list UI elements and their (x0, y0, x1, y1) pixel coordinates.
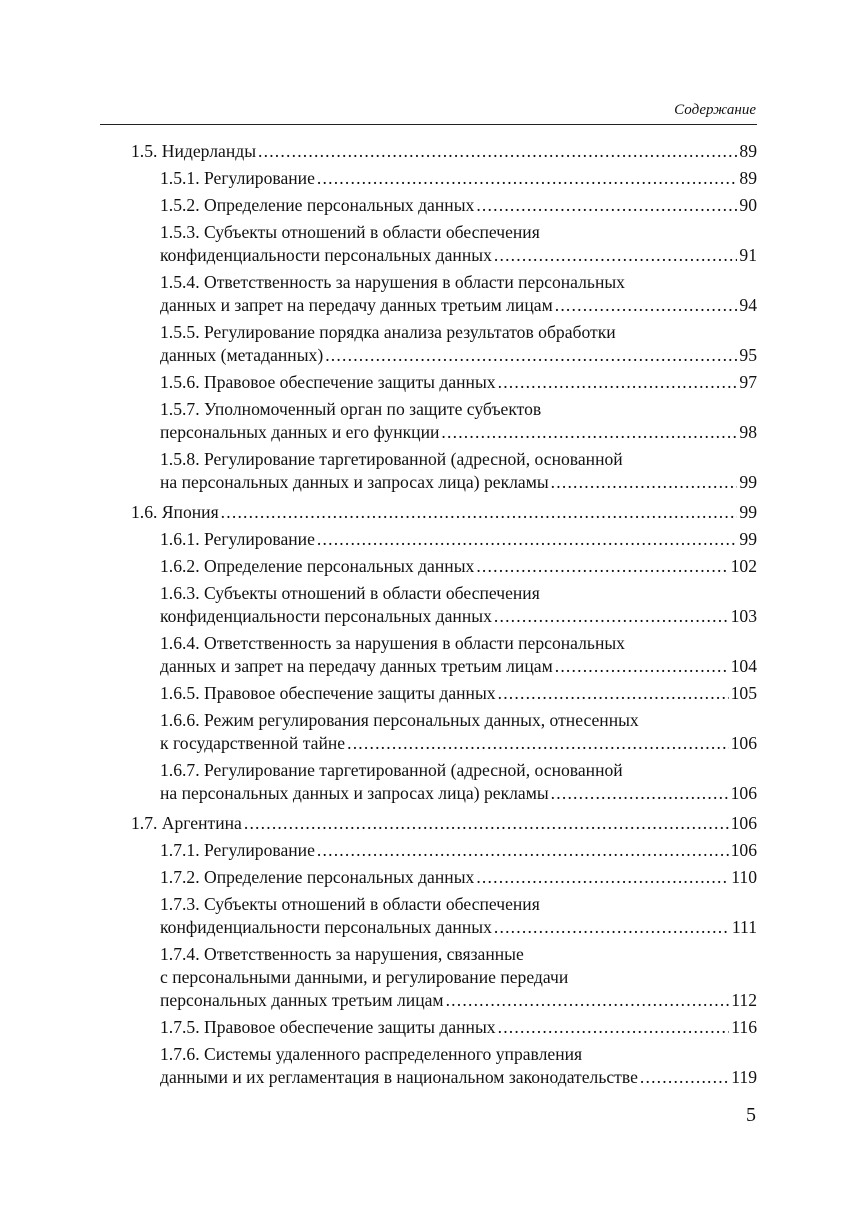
running-head: Содержание (674, 102, 756, 118)
toc-entry-text: к государственной тайне (160, 733, 346, 753)
toc-entry-text: 1.5.5. Регулирование порядка анализа результатов обработки (160, 322, 616, 342)
dot-leader (555, 655, 729, 678)
toc-entry-text: конфиденциальности персональных данных (160, 245, 492, 265)
toc-page-number: 91 (739, 245, 757, 265)
toc-entry-text: 1.6. Япония (131, 502, 219, 522)
toc-page-number: 99 (739, 472, 757, 492)
toc-section (131, 501, 757, 805)
dot-leader (317, 528, 738, 551)
toc-section (131, 140, 757, 494)
toc-entry-text: 1.6.3. Субъекты отношений в области обеспечения (160, 583, 540, 603)
dot-leader (476, 866, 729, 889)
toc-page-number: 90 (739, 195, 757, 215)
toc-subsection-entry[interactable] (131, 194, 757, 217)
toc-entry-text: 1.7.3. Субъекты отношений в области обеспечения (160, 894, 540, 914)
toc-section-heading[interactable] (131, 140, 757, 163)
dot-leader (347, 732, 729, 755)
dot-leader (325, 344, 737, 367)
toc-page-number: 104 (730, 656, 757, 676)
toc-entry-text: 1.5.8. Регулирование таргетированной (адресной, основанной (160, 449, 623, 469)
toc-entry-text: 1.7. Аргентина (131, 813, 242, 833)
toc-entry-text: 1.5.3. Субъекты отношений в области обеспечения (160, 222, 540, 242)
toc-section (131, 812, 757, 1089)
toc-entry-text: 1.6.6. Режим регулирования персональных данных, отнесенных (160, 710, 639, 730)
toc-subsection-entry[interactable] (131, 839, 757, 862)
toc-entry-line (160, 194, 757, 217)
dot-leader (476, 555, 728, 578)
toc-entry-text: данных и запрет на передачу данных третьим лицам (160, 656, 553, 676)
dot-leader (494, 605, 729, 628)
toc-page-number: 106 (730, 813, 757, 833)
toc-page-number: 106 (730, 783, 757, 803)
toc-page-number: 102 (730, 556, 757, 576)
toc-page-number: 99 (739, 502, 757, 522)
dot-leader (551, 782, 729, 805)
toc-entry-line (160, 866, 757, 889)
toc-entry-text: данными и их регламентация в национальном законодательстве (160, 1067, 638, 1087)
page-number: 5 (746, 1104, 756, 1126)
toc-entry-line (160, 244, 757, 267)
toc-entry-text: данных (метаданных) (160, 345, 324, 365)
toc-page-number: 106 (730, 733, 757, 753)
toc-page-number: 95 (739, 345, 757, 365)
toc-entry-text: данных и запрет на передачу данных третьим лицам (160, 295, 553, 315)
toc-entry-line (131, 140, 757, 163)
toc-entry-line (160, 655, 757, 678)
dot-leader (317, 167, 738, 190)
toc-entry-line (131, 812, 757, 835)
toc-entry-text: 1.6.7. Регулирование таргетированной (адресной, основанной (160, 760, 623, 780)
toc-entry-text: с персональными данными, и регулирование передачи (160, 967, 569, 987)
toc-entry-line (160, 471, 757, 494)
toc-section-heading[interactable] (131, 812, 757, 835)
toc-subsection-entry[interactable] (131, 759, 757, 805)
toc-entry-text: 1.5.2. Определение персональных данных (160, 195, 475, 215)
table-of-contents (131, 140, 757, 1096)
toc-entry-text: 1.6.5. Правовое обеспечение защиты данных (160, 683, 496, 703)
toc-subsection-entry[interactable] (131, 167, 757, 190)
dot-leader (498, 682, 729, 705)
dot-leader (498, 371, 738, 394)
toc-entry-text: 1.6.4. Ответственность за нарушения в области персональных (160, 633, 625, 653)
toc-entry-line (160, 732, 757, 755)
toc-entry-line (160, 916, 757, 939)
toc-entry-text: персональных данных и его функции (160, 422, 440, 442)
toc-page-number: 99 (739, 529, 757, 549)
toc-entry-text: конфиденциальности персональных данных (160, 917, 492, 937)
toc-section-heading[interactable] (131, 501, 757, 524)
toc-entry-text: 1.7.6. Системы удаленного распределенного управления (160, 1044, 583, 1064)
dot-leader (317, 839, 729, 862)
toc-subsection-entry[interactable] (131, 448, 757, 494)
dot-leader (221, 501, 738, 524)
toc-entry-text: 1.5.6. Правовое обеспечение защиты данных (160, 372, 496, 392)
toc-entry-line (160, 555, 757, 578)
toc-subsection-entry[interactable] (131, 1043, 757, 1089)
toc-entry-text: 1.5. Нидерланды (131, 141, 257, 161)
toc-page-number: 89 (739, 141, 757, 161)
toc-entry-text: 1.6.1. Регулирование (160, 529, 315, 549)
toc-entry-line (160, 605, 757, 628)
toc-entry-text: 1.7.5. Правовое обеспечение защиты данных (160, 1017, 496, 1037)
dot-leader (258, 140, 737, 163)
toc-subsection-entry[interactable] (131, 528, 757, 551)
toc-subsection-entry[interactable] (131, 371, 757, 394)
toc-subsection-entry[interactable] (131, 866, 757, 889)
dot-leader (494, 244, 738, 267)
toc-entry-line (160, 989, 757, 1012)
toc-entry-line (160, 839, 757, 862)
toc-entry-text: персональных данных третьим лицам (160, 990, 444, 1010)
toc-entry-line (160, 294, 757, 317)
dot-leader (446, 989, 730, 1012)
toc-entry-text: 1.7.1. Регулирование (160, 840, 315, 860)
toc-entry-text: 1.5.1. Регулирование (160, 168, 315, 188)
toc-entry-line (160, 1016, 757, 1039)
toc-entry-line (160, 1066, 757, 1089)
toc-entry-text: 1.6.2. Определение персональных данных (160, 556, 475, 576)
toc-subsection-entry[interactable] (131, 221, 757, 267)
dot-leader (640, 1066, 729, 1089)
toc-subsection-entry[interactable] (131, 271, 757, 317)
toc-page-number: 94 (739, 295, 757, 315)
toc-entry-text: 1.5.4. Ответственность за нарушения в области персональных (160, 272, 625, 292)
toc-subsection-entry[interactable] (131, 709, 757, 755)
toc-entry-line (160, 344, 757, 367)
dot-leader (244, 812, 729, 835)
toc-page-number: 119 (731, 1067, 757, 1087)
toc-page-number: 103 (730, 606, 757, 626)
toc-entry-text: на персональных данных и запросах лица) рекламы (160, 783, 549, 803)
toc-entry-line (160, 371, 757, 394)
dot-leader (498, 1016, 730, 1039)
dot-leader (551, 471, 738, 494)
toc-page-number: 105 (730, 683, 757, 703)
toc-entry-text: 1.5.7. Уполномоченный орган по защите субъектов (160, 399, 542, 419)
dot-leader (476, 194, 737, 217)
dot-leader (494, 916, 730, 939)
toc-subsection-entry[interactable] (131, 1016, 757, 1039)
toc-entry-line (131, 501, 757, 524)
toc-subsection-entry[interactable] (131, 582, 757, 628)
toc-page-number: 116 (731, 1017, 757, 1037)
toc-page-number: 111 (731, 917, 757, 937)
toc-page-number: 110 (731, 867, 757, 887)
header-rule (100, 124, 757, 125)
dot-leader (441, 421, 737, 444)
toc-page-number: 97 (739, 372, 757, 392)
toc-subsection-entry[interactable] (131, 943, 757, 1012)
toc-entry-line (160, 682, 757, 705)
dot-leader (555, 294, 738, 317)
toc-subsection-entry[interactable] (131, 398, 757, 444)
toc-subsection-entry[interactable] (131, 321, 757, 367)
toc-entry-line (160, 421, 757, 444)
toc-page-number: 112 (731, 990, 757, 1010)
toc-subsection-entry[interactable] (131, 682, 757, 705)
toc-entry-text: на персональных данных и запросах лица) рекламы (160, 472, 549, 492)
toc-subsection-entry[interactable] (131, 555, 757, 578)
toc-page-number: 106 (730, 840, 757, 860)
toc-subsection-entry[interactable] (131, 632, 757, 678)
toc-page-number: 98 (739, 422, 757, 442)
toc-page-number: 89 (739, 168, 757, 188)
toc-entry-line (160, 167, 757, 190)
toc-entry-line (160, 528, 757, 551)
toc-entry-text: 1.7.4. Ответственность за нарушения, связанные (160, 944, 524, 964)
toc-entry-text: 1.7.2. Определение персональных данных (160, 867, 475, 887)
toc-subsection-entry[interactable] (131, 893, 757, 939)
toc-entry-text: конфиденциальности персональных данных (160, 606, 492, 626)
toc-entry-line (160, 782, 757, 805)
